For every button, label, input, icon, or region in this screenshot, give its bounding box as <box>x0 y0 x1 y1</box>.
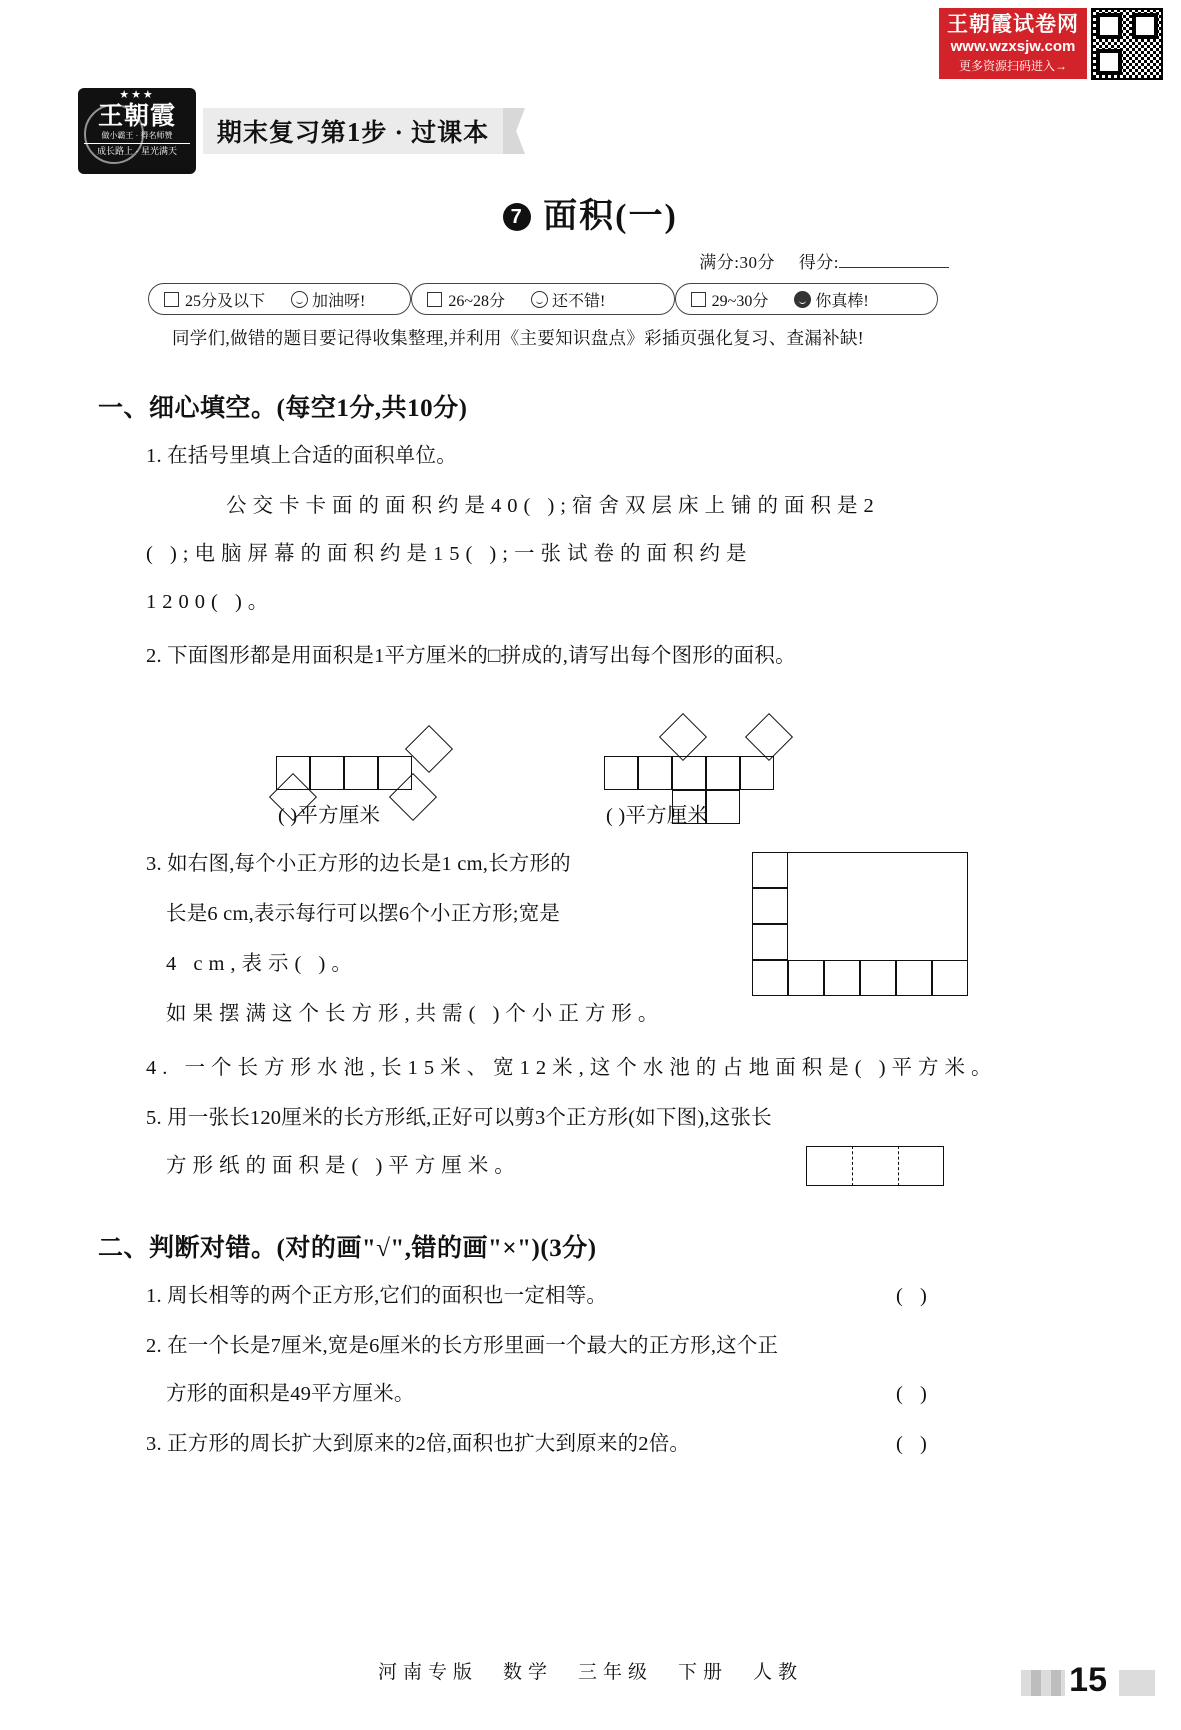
smiley-icon-1 <box>291 291 308 308</box>
q3-line-4: 如果摆满这个长方形,共需( )个小正方形。 <box>166 1003 665 1025</box>
q2-answer-b[interactable]: ( )平方厘米 <box>606 805 709 827</box>
q3-line-1: 如右图,每个小正方形的边长是1 cm,长方形的 <box>167 853 571 875</box>
logo-name: 王朝霞 <box>97 102 176 130</box>
header-ribbon <box>203 108 503 154</box>
eval-score-2: 26~28分 <box>448 292 505 310</box>
q23-paren[interactable]: ( ) <box>896 1433 933 1455</box>
q1-line-1: 在括号里填上合适的面积单位。 <box>167 445 457 467</box>
logo-bar: 成长路上 · 星光满天 <box>84 143 190 158</box>
seal-icon <box>84 104 144 164</box>
eval-face-1 <box>291 288 365 311</box>
smiley-icon-2 <box>531 291 548 308</box>
q2-answer-a[interactable]: ( )平方厘米 <box>278 805 381 827</box>
logo-sub: 做小霸王 · 得名师赞 <box>101 131 173 140</box>
page-decoration <box>1021 1670 1065 1696</box>
eval-score-3: 29~30分 <box>711 292 769 310</box>
question-1-4 <box>146 1052 998 1085</box>
q5-line-2: 方形纸的面积是( )平方厘米。 <box>166 1155 521 1177</box>
ribbon-tail <box>503 108 525 154</box>
q22-no: 2. <box>146 1335 162 1357</box>
ribbon-number: 1 <box>346 117 362 147</box>
instruction-note: 同学们,做错的题目要记得收集整理,并利用《主要知识盘点》彩插页强化复习、查漏补缺! <box>172 328 864 348</box>
q1-line-3: ( );电脑屏幕的面积约是15( );一张试卷的面积约是 <box>146 543 753 565</box>
q21-paren[interactable]: ( ) <box>896 1285 933 1307</box>
publisher-logo <box>78 88 196 174</box>
q4-no: 4. <box>146 1057 174 1079</box>
brand-text-block <box>939 8 1087 79</box>
q1-line-2: 公交卡卡面的面积约是40( );宿舍双层床上铺的面积是2 <box>226 495 880 517</box>
question-2-1 <box>146 1280 607 1313</box>
chapter-number-badge: 7 <box>503 203 531 231</box>
self-evaluation-bar <box>148 282 938 316</box>
eval-face-2 <box>531 288 605 311</box>
q2-line-1: 下面图形都是用面积是1平方厘米的□拼成的,请写出每个图形的面积。 <box>167 645 796 667</box>
got-score-label: 得分: <box>798 253 839 272</box>
question-1-5 <box>146 1102 772 1135</box>
q3-no: 3. <box>146 853 162 875</box>
score-blank[interactable] <box>839 251 949 268</box>
footer-meta: 河南专版 数学 三年级 下册 人教 <box>377 1662 803 1683</box>
brand-title: 王朝霞试卷网 <box>947 13 1079 36</box>
page-number: 15 <box>1069 1661 1107 1699</box>
brand-banner <box>939 8 1163 80</box>
q22-paren[interactable]: ( ) <box>896 1383 933 1405</box>
question-1-3 <box>146 848 571 881</box>
q5-no: 5. <box>146 1107 162 1129</box>
ribbon-suffix: 步 · 过课本 <box>361 120 490 147</box>
brand-url: www.wzxsjw.com <box>950 38 1076 56</box>
qr-code-icon <box>1091 8 1163 80</box>
smiley-icon-3 <box>794 291 811 308</box>
page-title <box>0 188 1181 237</box>
q3-line-3: 4 cm,表示( )。 <box>166 953 358 975</box>
eval-face-label-2: 还不错! <box>552 292 606 310</box>
brand-subtitle: 更多资源扫码进入→ <box>958 58 1067 73</box>
q22-line-1: 在一个长是7厘米,宽是6厘米的长方形里画一个最大的正方形,这个正 <box>167 1335 779 1357</box>
q23-no: 3. <box>146 1433 162 1455</box>
question-1-1 <box>146 440 457 473</box>
eval-score-1: 25分及以下 <box>185 292 266 310</box>
q23-line-1: 正方形的周长扩大到原来的2倍,面积也扩大到原来的2倍。 <box>167 1433 691 1455</box>
eval-option-1[interactable] <box>148 283 411 315</box>
q1-no: 1. <box>146 445 162 467</box>
q4-line-1: 一个长方形水池,长15米、宽12米,这个水池的占地面积是( )平方米。 <box>184 1057 998 1079</box>
q21-no: 1. <box>146 1285 162 1307</box>
eval-option-3[interactable] <box>675 283 938 315</box>
checkbox-2[interactable] <box>427 292 442 307</box>
header-ribbon-text <box>217 113 489 149</box>
chapter-title-text: 面积(一) <box>543 198 678 235</box>
q5-line-1: 用一张长120厘米的长方形纸,正好可以剪3个正方形(如下图),这张长 <box>167 1107 772 1129</box>
q3-line-2: 长是6 cm,表示每行可以摆6个小正方形;宽是 <box>166 903 561 925</box>
q21-line-1: 周长相等的两个正方形,它们的面积也一定相等。 <box>167 1285 608 1307</box>
q2-no: 2. <box>146 645 162 667</box>
checkbox-3[interactable] <box>691 292 706 307</box>
q1-line-4: 1200( )。 <box>146 591 275 613</box>
question-2-3 <box>146 1428 690 1461</box>
ribbon-prefix: 期末复习第 <box>216 120 347 147</box>
page-decoration-2 <box>1119 1670 1155 1696</box>
full-score-label: 满分:30分 <box>699 253 776 272</box>
question-1-2 <box>146 640 796 673</box>
logo-stars: ★★★ <box>119 89 155 101</box>
q22-line-2: 方形的面积是49平方厘米。 <box>166 1383 415 1405</box>
section-heading-1: 一、细心填空。(每空1分,共10分) <box>98 395 468 422</box>
section-heading-2: 二、判断对错。(对的画"√",错的画"×")(3分) <box>98 1235 597 1262</box>
eval-face-3 <box>794 288 868 311</box>
question-2-2 <box>146 1330 778 1363</box>
eval-face-label-1: 加油呀! <box>312 292 366 310</box>
score-line <box>699 248 949 273</box>
checkbox-1[interactable] <box>164 292 179 307</box>
eval-face-label-3: 你真棒! <box>815 292 869 310</box>
eval-option-2[interactable] <box>411 283 674 315</box>
